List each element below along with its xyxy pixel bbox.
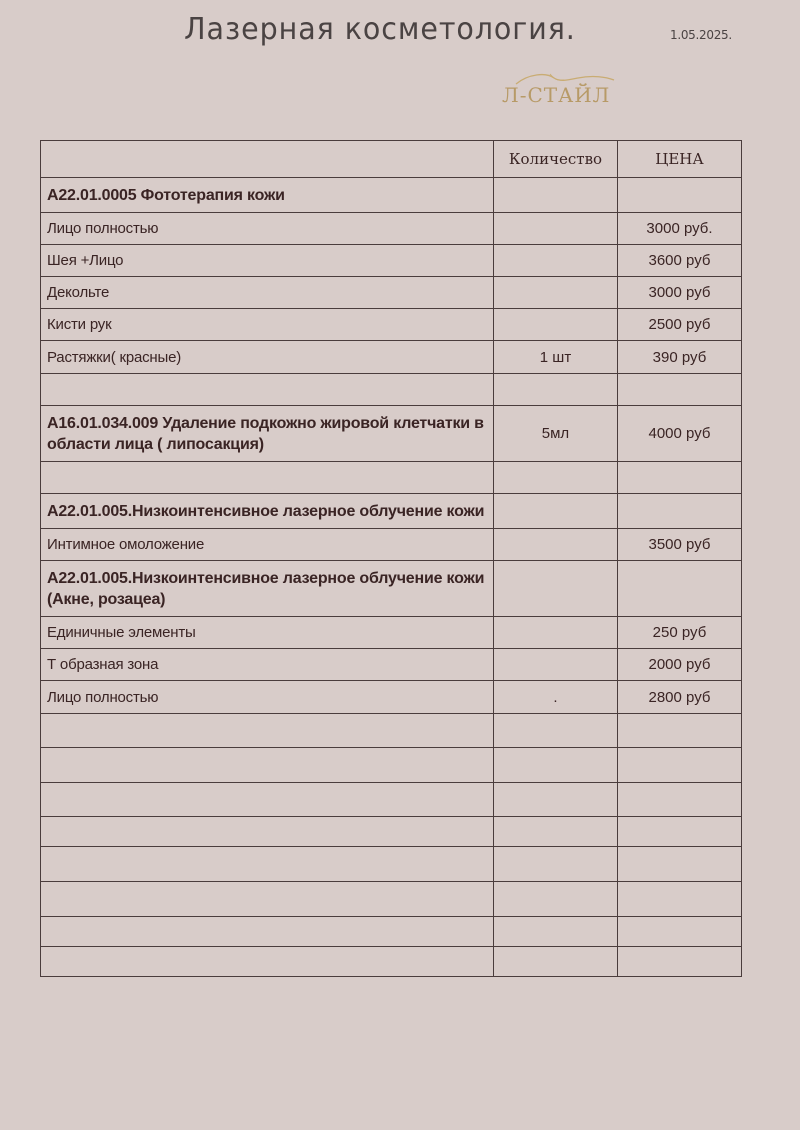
service-name-cell: Шея +Лицо (41, 245, 494, 277)
service-name-cell: Единичные элементы (41, 617, 494, 649)
quantity-cell: 1 шт (494, 341, 618, 374)
empty-row (41, 783, 742, 817)
price-cell (618, 882, 742, 917)
price-cell (618, 462, 742, 494)
quantity-cell: . (494, 681, 618, 714)
quantity-cell (494, 374, 618, 406)
empty-row (41, 882, 742, 917)
service-name-cell: Лицо полностью (41, 213, 494, 245)
price-cell (618, 494, 742, 529)
empty-row (41, 748, 742, 783)
price-cell (618, 748, 742, 783)
table-body (41, 178, 742, 977)
price-cell: 3600 руб (618, 245, 742, 277)
quantity-cell (494, 649, 618, 681)
price-cell: 4000 руб (618, 406, 742, 462)
price-cell (618, 178, 742, 213)
price-cell: 2500 руб (618, 309, 742, 341)
date-label: 1.05.2025. (670, 28, 732, 42)
quantity-cell (494, 245, 618, 277)
quantity-cell (494, 817, 618, 847)
quantity-cell (494, 882, 618, 917)
empty-row (41, 714, 742, 748)
quantity-cell (494, 178, 618, 213)
quantity-cell (494, 783, 618, 817)
service-name-cell (41, 714, 494, 748)
section-row (41, 561, 742, 617)
brand-logo (498, 70, 618, 112)
table-header-row (41, 141, 742, 178)
price-cell (618, 847, 742, 882)
quantity-cell: 5мл (494, 406, 618, 462)
service-name-cell (41, 882, 494, 917)
table-row (41, 529, 742, 561)
quantity-cell (494, 714, 618, 748)
service-name-cell: А22.01.005.Низкоинтенсивное лазерное облучение кожи (Акне, розацеа) (41, 561, 494, 617)
quantity-cell (494, 462, 618, 494)
quantity-cell (494, 277, 618, 309)
service-name-cell (41, 462, 494, 494)
price-cell: 390 руб (618, 341, 742, 374)
quantity-cell (494, 917, 618, 947)
service-name-cell (41, 947, 494, 977)
service-name-cell: А22.01.005.Низкоинтенсивное лазерное облучение кожи (41, 494, 494, 529)
service-name-cell: А22.01.0005 Фототерапия кожи (41, 178, 494, 213)
empty-row (41, 947, 742, 977)
service-name-cell: А16.01.034.009 Удаление подкожно жировой клетчатки в области лица ( липосакция) (41, 406, 494, 462)
price-cell (618, 374, 742, 406)
service-name-cell (41, 917, 494, 947)
price-cell: 2800 руб (618, 681, 742, 714)
quantity-cell (494, 494, 618, 529)
table-row (41, 649, 742, 681)
service-name-cell: Лицо полностью (41, 681, 494, 714)
service-name-cell: Декольте (41, 277, 494, 309)
quantity-cell (494, 213, 618, 245)
logo-text: Л-СТАЙЛ (502, 83, 611, 107)
price-cell (618, 817, 742, 847)
table-row (41, 213, 742, 245)
quantity-cell (494, 847, 618, 882)
table-row (41, 277, 742, 309)
quantity-cell (494, 529, 618, 561)
price-cell: 3000 руб. (618, 213, 742, 245)
service-name-cell (41, 847, 494, 882)
service-name-cell: Т образная зона (41, 649, 494, 681)
price-cell (618, 917, 742, 947)
price-cell: 250 руб (618, 617, 742, 649)
service-name-cell: Растяжки( красные) (41, 341, 494, 374)
quantity-cell (494, 309, 618, 341)
table-row (41, 341, 742, 374)
empty-row (41, 847, 742, 882)
column-header-service (41, 141, 494, 178)
empty-row (41, 374, 742, 406)
section-row (41, 406, 742, 462)
empty-row (41, 917, 742, 947)
price-cell: 3000 руб (618, 277, 742, 309)
page-title: Лазерная косметология. (184, 12, 576, 47)
quantity-cell (494, 748, 618, 783)
price-cell (618, 714, 742, 748)
service-name-cell (41, 748, 494, 783)
quantity-cell (494, 617, 618, 649)
table-row (41, 681, 742, 714)
price-cell (618, 561, 742, 617)
quantity-cell (494, 561, 618, 617)
service-name-cell (41, 817, 494, 847)
table-row (41, 309, 742, 341)
section-row (41, 494, 742, 529)
column-header-quantity: Количество (494, 141, 618, 178)
service-name-cell: Кисти рук (41, 309, 494, 341)
price-cell (618, 947, 742, 977)
price-cell: 3500 руб (618, 529, 742, 561)
price-cell: 2000 руб (618, 649, 742, 681)
service-name-cell: Интимное омоложение (41, 529, 494, 561)
empty-row (41, 817, 742, 847)
service-name-cell (41, 783, 494, 817)
section-row (41, 178, 742, 213)
table-row (41, 245, 742, 277)
empty-row (41, 462, 742, 494)
column-header-price: ЦЕНА (618, 141, 742, 178)
price-cell (618, 783, 742, 817)
service-name-cell (41, 374, 494, 406)
table-row (41, 617, 742, 649)
quantity-cell (494, 947, 618, 977)
price-table (40, 140, 742, 977)
